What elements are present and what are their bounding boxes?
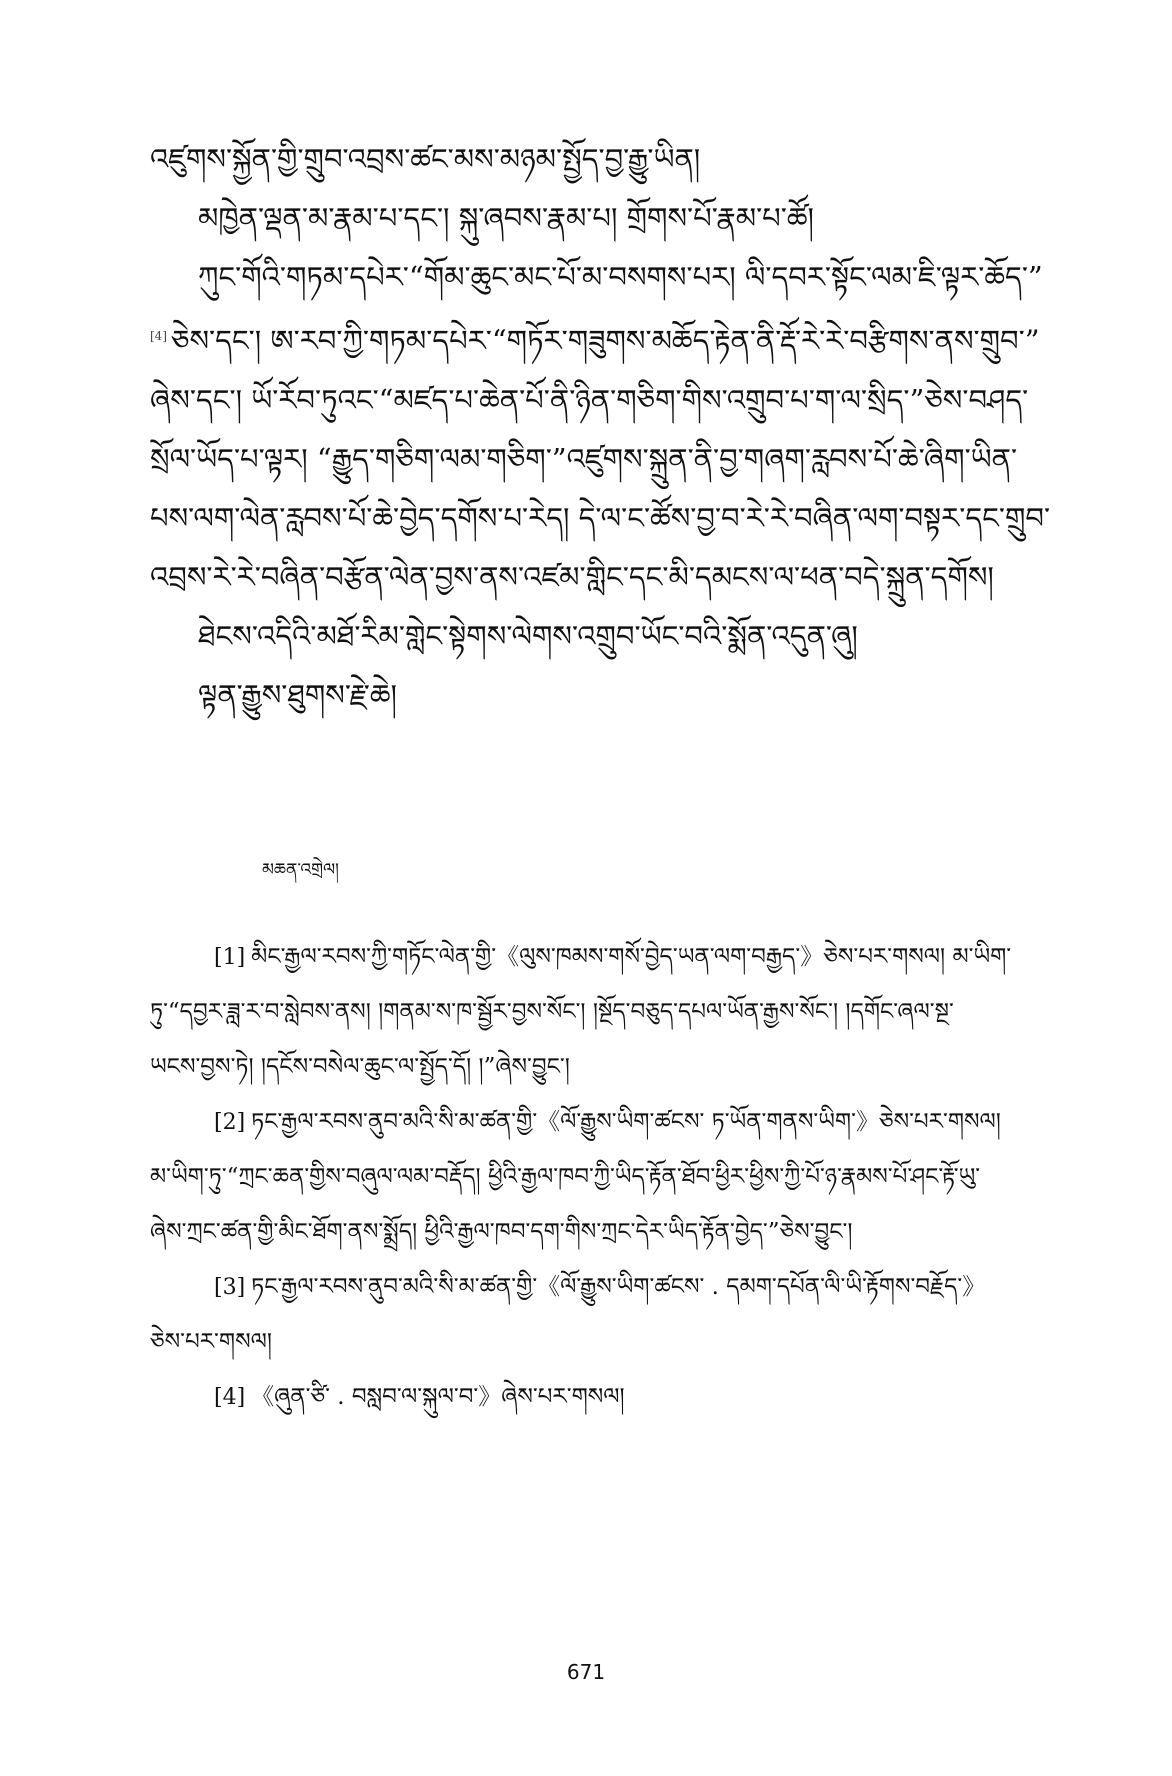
body-line: ལྟན་རྒྱུས་ཐུགས་རྗེ་ཆེ། — [198, 677, 397, 712]
endnote-number: [4] — [214, 1385, 246, 1410]
body-line: ཐེངས་འདིའི་མཐོ་རིམ་གླེང་སྟེགས་ལེགས་འགྲུབ་ཡོང་བའི་སྨོན་འདུན་ཞུ། — [198, 618, 858, 653]
endnote-text: ཏང་རྒྱལ་རབས་ནུབ་མའི་སི་མ་ཚན་གྱི་《ལོ་རྒྱུས་ཡིག་ཚངས་ ཏ་ཡོན་གནས་ཡིག་》ཅེས་པར་གསལ། — [251, 1109, 1001, 1135]
body-line: མཁྱེན་ལྡན་མ་རྣམ་པ་དང་། སྐུ་ཞབས་རྣམ་པ། གྲོགས་པོ་རྣམ་པ་ཚོ། — [198, 201, 814, 235]
body-line: པས་ལག་ལེན་རླབས་པོ་ཆེ་བྱེད་དགོས་པ་རེད། དེ་ལ་ང་ཚོས་བྱ་བ་རེ་རེ་བཞིན་ལག་བསྟར་དང་གྲུབ་ — [150, 500, 1050, 535]
body-line-text: ཅེས་དང་། ཨ་རབ་ཀྱི་གཏམ་དཔེར་“གཏོར་གཟུགས་མཆོད་རྟེན་ནི་རྡོ་རེ་རེ་བརྩིགས་ནས་གྲུབ་” — [171, 323, 1040, 358]
endnote-2 — [150, 1095, 1050, 1150]
endnote-number: [1] — [214, 945, 246, 970]
endnote-text: 《ཞུན་ཙི་ . བསླབ་ལ་སྐུལ་བ་》ཞེས་པར་གསལ། — [251, 1384, 625, 1410]
endnote-line: ཞེས་ཀྲང་ཚན་གྱི་མིང་ཐོག་ནས་སྨྲོད། ཕྱིའི་རྒྱལ་ཁབ་དག་གིས་ཀྲང་དེར་ཡིད་རྟོན་བྱེད་”ཅེས་བྱུང་། — [150, 1219, 853, 1245]
body-text — [150, 130, 1050, 725]
page-number: 671 — [566, 1660, 606, 1684]
endnote-line: ཏུ་“དབྱར་ཟླ་ར་བ་སླེབས་ནས། །གནམ་ས་ཁ་སྦྱོར་བྱས་སོང་། །སྔོད་བཅུད་དཔལ་ཡོན་རྒྱས་སོང་། །དགོང་ཞལ་སྔ་ — [150, 999, 954, 1025]
body-line: ཀུང་གོའི་གཏམ་དཔེར་“གོམ་ཆུང་མང་པོ་མ་བསགས་པར། ལི་དབར་སྟོང་ལམ་ཇི་ལྟར་ཆོད་” — [198, 260, 1043, 294]
body-line: འཛུགས་སྐྱོན་གྱི་གྲུབ་འབྲས་ཚང་མས་མཉམ་སྤྱོད་བྱ་རྒྱུ་ཡིན། — [150, 142, 701, 176]
endnote-text: ཏང་རྒྱལ་རབས་ནུབ་མའི་སི་མ་ཚན་གྱི་《ལོ་རྒྱུས་ཡིག་ཚངས་ . དམག་དཔོན་ལི་ཡི་རྟོགས་བརྗོད་》 — [251, 1274, 986, 1300]
endnote-number: [3] — [214, 1275, 246, 1300]
footnote-marker: [4] — [150, 329, 167, 343]
body-line: ཞེས་དང་། ཡོ་རོབ་ཏུའང་“མཛད་པ་ཆེན་པོ་ནི་ཉིན་གཅིག་གིས་འགྲུབ་པ་ག་ལ་སྲིད་”ཅེས་བཤད་ — [150, 382, 1029, 417]
body-line-with-footnote — [150, 307, 1050, 371]
body-line: འབྲས་རེ་རེ་བཞིན་བརྩོན་ལེན་བྱས་ནས་འཛམ་གླིང་དང་མི་དམངས་ལ་ཕན་བདེ་སྐྲུན་དགོས། — [150, 559, 994, 594]
body-line: སྲོལ་ཡོད་པ་ལྟར། “རྒྱུད་གཅིག་ལམ་གཅིག་”འཛུགས་སྐྲུན་ནི་བྱ་གཞག་རླབས་པོ་ཆེ་ཞིག་ཡིན་ — [150, 441, 1018, 476]
endnote-text: མིང་རྒྱལ་རབས་ཀྱི་གཏོང་ལེན་གྱི་《ལུས་ཁམས་གསོ་བྱེད་ཡན་ལག་བརྒྱད་》ཅེས་པར་གསལ། མ་ཡིག་ — [251, 944, 1012, 970]
endnote-line: མ་ཡིག་ཏུ་“ཀྲང་ཆན་གྱིས་བཞུལ་ལམ་བརྡོད། ཕྱིའི་རྒྱལ་ཁབ་ཀྱི་ཡིད་རྟོན་ཐོབ་ཕྱིར་ཕྱིས་ཀྱི་པོ་ཉ་རྣམས་པོ་ཤང་རྟོ་ཡུ་ — [150, 1164, 981, 1190]
endnote-line: ཅེས་པར་གསལ། — [150, 1329, 272, 1355]
endnote-4 — [150, 1370, 1050, 1425]
endnote-number: [2] — [214, 1110, 246, 1135]
endnote-3 — [150, 1260, 1050, 1315]
endnotes — [150, 930, 1050, 1425]
endnote-1 — [150, 930, 1050, 985]
endnote-line: ཡངས་བྱས་ཏེ། །དངོས་བསེལ་ཆུང་ལ་སྤྱོད་དོ། །”ཞེས་བྱུང་། — [150, 1054, 570, 1080]
notes-heading: མཆན་འགྲེལ། — [262, 860, 339, 880]
